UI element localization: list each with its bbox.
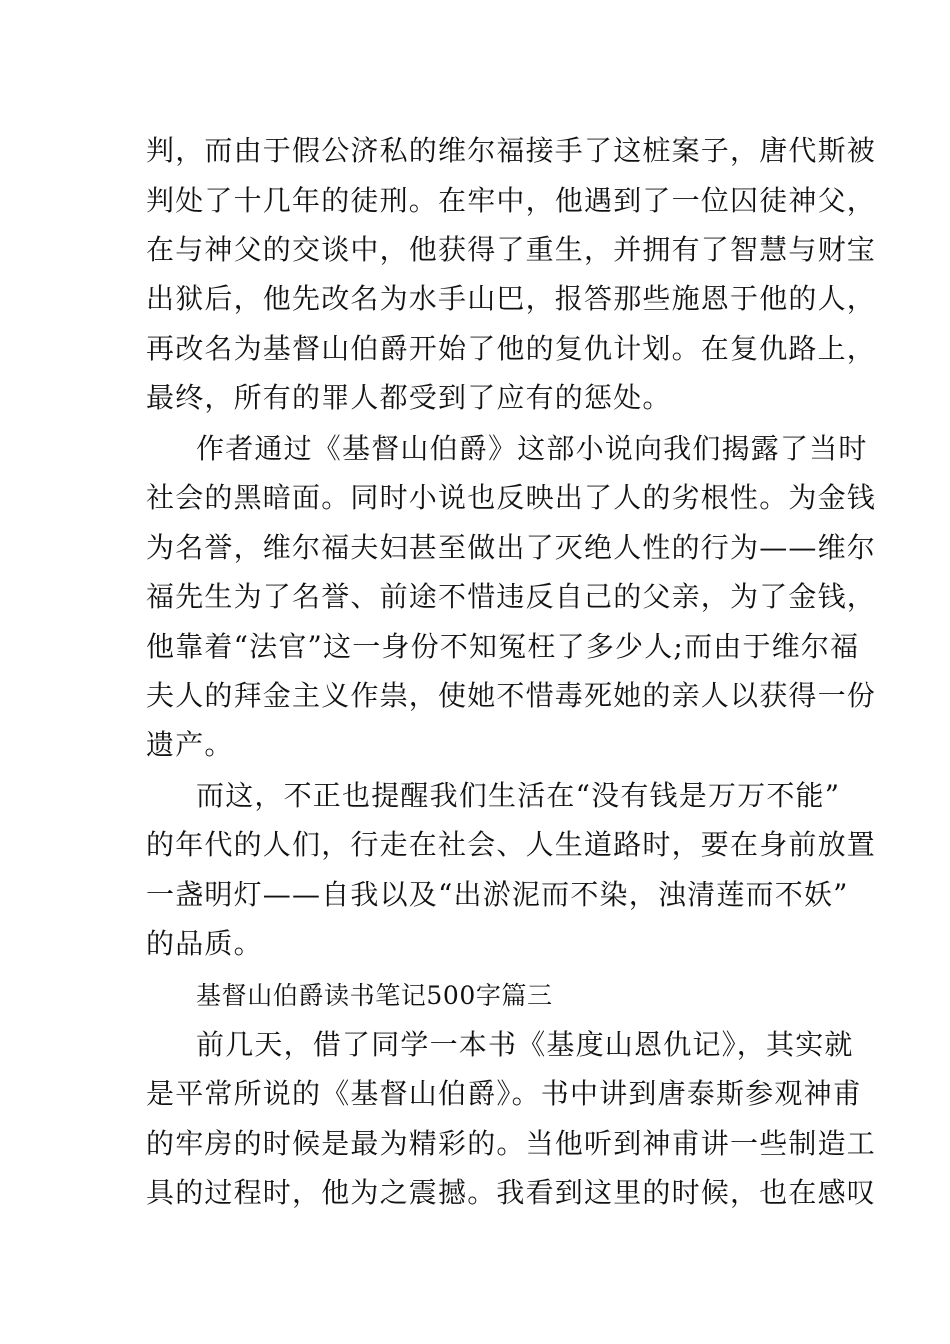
text-line: 的牢房的时候是最为精彩的。当他听到神甫讲一些制造工 — [146, 1127, 877, 1160]
text-line: 他靠着“法官”这一身份不知冤枉了多少人;而由于维尔福 — [146, 630, 860, 663]
text-line: 社会的黑暗面。同时小说也反映出了人的劣根性。为金钱 — [146, 481, 877, 514]
text-line: 具的过程时，他为之震撼。我看到这里的时候，也在感叹 — [146, 1176, 877, 1209]
text-line: 是平常所说的《基督山伯爵》。书中讲到唐泰斯参观神甫 — [146, 1077, 863, 1110]
text-line: 的年代的人们，行走在社会、人生道路时，要在身前放置 — [146, 828, 877, 861]
text-line: 一盏明灯——自我以及“出淤泥而不染，浊清莲而不妖” — [146, 878, 849, 911]
text-line: 福先生为了名誉、前途不惜违反自己的父亲，为了金钱， — [146, 580, 877, 613]
section-heading: 基督山伯爵读书笔记500字篇三 — [196, 981, 553, 1010]
paragraph-start: 而这，不正也提醒我们生活在“没有钱是万万不能” — [196, 779, 841, 812]
text-line: 最终，所有的罪人都受到了应有的惩处。 — [146, 381, 672, 414]
text-line: 判处了十几年的徒刑。在牢中，他遇到了一位囚徒神父， — [146, 184, 877, 217]
text-line: 在与神父的交谈中，他获得了重生，并拥有了智慧与财宝 — [146, 233, 877, 266]
text-line: 的品质。 — [146, 927, 263, 960]
text-line: 再改名为基督山伯爵开始了他的复仇计划。在复仇路上， — [146, 332, 877, 365]
paragraph-start: 前几天，借了同学一本书《基度山恩仇记》，其实就 — [196, 1028, 854, 1061]
text-line: 出狱后，他先改名为水手山巴，报答那些施恩于他的人， — [146, 282, 877, 315]
text-line: 为名誉，维尔福夫妇甚至做出了灭绝人性的行为——维尔 — [146, 531, 877, 564]
text-line: 遗产。 — [146, 728, 234, 761]
paragraph-start: 作者通过《基督山伯爵》这部小说向我们揭露了当时 — [196, 432, 868, 465]
text-line: 夫人的拜金主义作祟，使她不惜毒死她的亲人以获得一份 — [146, 679, 877, 712]
text-line: 判，而由于假公济私的维尔福接手了这桩案子，唐代斯被 — [146, 134, 877, 167]
